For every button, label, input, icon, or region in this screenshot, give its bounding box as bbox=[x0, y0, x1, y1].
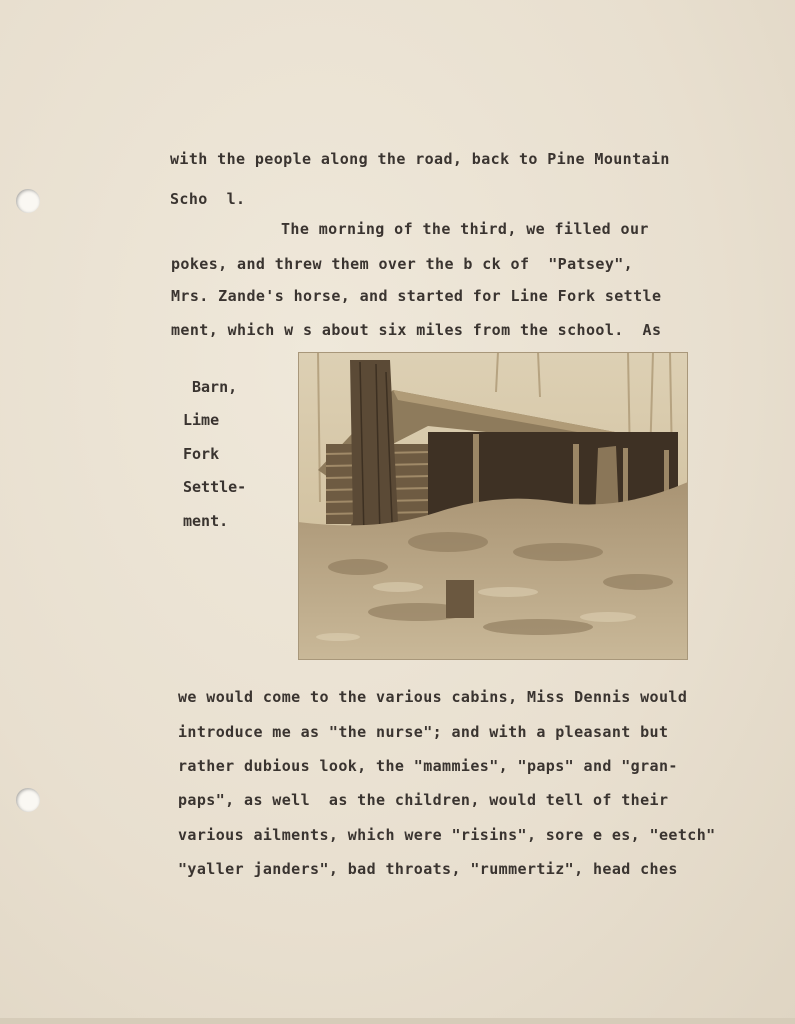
page-bottom-edge bbox=[0, 1018, 795, 1024]
caption-line-5: ment. bbox=[183, 512, 229, 530]
text-line-12: "yaller janders", bad throats, "rummertiz", head ches bbox=[178, 860, 678, 878]
caption-line-1: Barn, bbox=[192, 378, 238, 396]
text-line-11: various ailments, which were "risins", sore e es, "eetch" bbox=[178, 826, 716, 844]
text-line-2: Scho l. bbox=[170, 190, 246, 208]
text-line-10: paps", as well as the children, would tell of their bbox=[178, 791, 669, 809]
caption-line-3: Fork bbox=[183, 445, 220, 463]
text-line-9: rather dubious look, the "mammies", "paps" and "gran- bbox=[178, 757, 678, 775]
text-line-4: pokes, and threw them over the b ck of "Patsey", bbox=[171, 255, 634, 273]
barn-photograph bbox=[298, 352, 688, 660]
binder-hole-bottom bbox=[16, 788, 40, 812]
binder-hole-top bbox=[16, 189, 40, 213]
text-line-7: we would come to the various cabins, Miss Dennis would bbox=[178, 688, 688, 706]
barn-photo-image bbox=[298, 352, 688, 660]
text-line-1: with the people along the road, back to Pine Mountain bbox=[170, 150, 670, 168]
text-line-8: introduce me as "the nurse"; and with a pleasant but bbox=[178, 723, 669, 741]
caption-line-2: Lime bbox=[183, 411, 220, 429]
text-line-3: The morning of the third, we filled our bbox=[281, 220, 649, 238]
text-line-6: ment, which w s about six miles from the school. As bbox=[171, 321, 662, 339]
text-line-5: Mrs. Zande's horse, and started for Line Fork settle bbox=[171, 287, 662, 305]
caption-line-4: Settle- bbox=[183, 478, 247, 496]
